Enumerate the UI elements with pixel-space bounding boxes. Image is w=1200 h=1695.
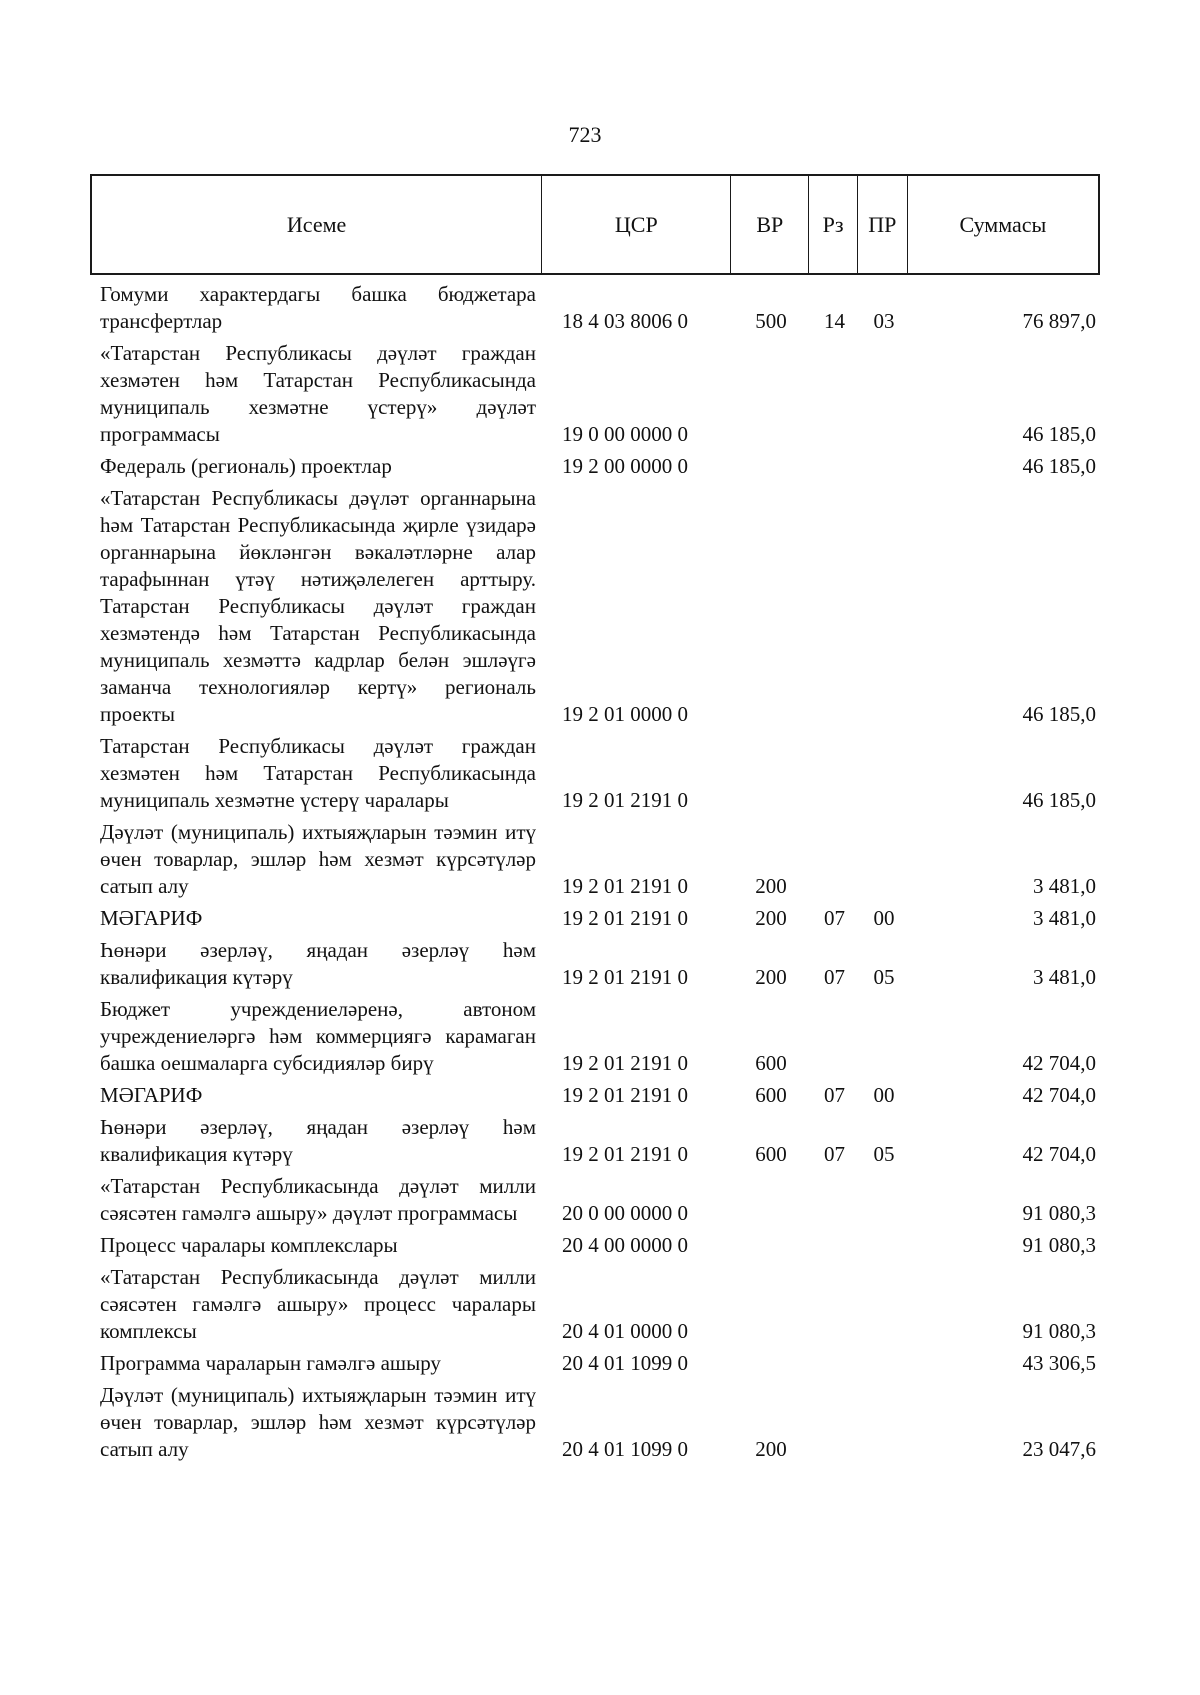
header-vr: ВР [731,176,809,273]
row-csr: 20 0 00 0000 0 [562,1201,688,1225]
table-body [90,275,1100,1463]
row-name: «Татарстан Республикасы дәүләт граждан хезмәтен һәм Татарстан Республикасында муниципаль хезмәтне үстерү» дәүләт программасы [100,341,536,446]
row-csr: 20 4 01 0000 0 [562,1319,688,1343]
row-sum: 23 047,6 [1022,1437,1096,1461]
table-row [90,1264,1100,1345]
row-csr: 20 4 01 1099 0 [562,1437,688,1461]
table-row [90,281,1100,335]
row-rz: 14 [824,309,845,333]
row-name: Татарстан Республикасы дәүләт граждан хезмәтен һәм Татарстан Республикасында муниципаль хезмәтне үстерү чаралары [100,734,536,812]
table-row [90,1350,1100,1377]
header-csr: ЦСР [542,176,731,273]
table-row [90,937,1100,991]
table-row [90,1382,1100,1463]
row-vr: 200 [755,906,787,930]
header-rz: Рз [809,176,858,273]
page-number: 723 [568,122,602,147]
row-csr: 20 4 01 1099 0 [562,1351,688,1375]
row-sum: 46 185,0 [1022,702,1096,726]
row-csr: 19 0 00 0000 0 [562,422,688,446]
table-row [90,1082,1100,1109]
budget-table [90,174,1100,1468]
row-name: Процесс чаралары комплекслары [100,1233,398,1257]
row-sum: 3 481,0 [1033,965,1096,989]
table-header [90,174,1100,275]
row-rz: 07 [824,965,845,989]
row-vr: 500 [755,309,787,333]
row-name: МӘГАРИФ [100,906,203,930]
row-name: Бюджет учреждениеләренә, автоном учреждениеләргә һәм коммерциягә карамаган башка оешмаларга субсидияләр бирү [100,997,536,1075]
row-sum: 91 080,3 [1022,1201,1096,1225]
row-rz: 07 [824,906,845,930]
row-sum: 3 481,0 [1033,906,1096,930]
table-row [90,1232,1100,1259]
row-rz: 07 [824,1142,845,1166]
row-csr: 19 2 00 0000 0 [562,454,688,478]
row-sum: 91 080,3 [1022,1233,1096,1257]
header-sum: Суммасы [959,211,1047,237]
row-name: «Татарстан Республикасында дәүләт милли сәясәтен гамәлгә ашыру» процесс чаралары комплексы [100,1265,536,1343]
table-row [90,453,1100,480]
row-csr: 19 2 01 2191 0 [562,1142,688,1166]
row-pr: 03 [873,309,895,333]
row-csr: 19 2 01 2191 0 [562,906,688,930]
table-row [90,733,1100,814]
row-sum: 3 481,0 [1033,874,1096,898]
row-name: Һөнәри әзерләү, яңадан әзерләү һәм квалификация күтәрү [100,938,536,989]
table-row [90,485,1100,728]
row-sum: 76 897,0 [1022,309,1096,333]
row-csr: 19 2 01 2191 0 [562,874,688,898]
row-name: Һөнәри әзерләү, яңадан әзерләү һәм квалификация күтәрү [100,1115,536,1166]
row-sum: 91 080,3 [1022,1319,1096,1343]
row-vr: 600 [755,1142,787,1166]
row-vr: 600 [755,1051,787,1075]
row-pr: 05 [873,965,895,989]
row-name: Дәүләт (муниципаль) ихтыяҗларын тәэмин итү өчен товарлар, эшләр һәм хезмәт күрсәтүләр сатып алу [100,820,536,898]
row-sum: 46 185,0 [1022,422,1096,446]
row-name: «Татарстан Республикасы дәүләт органнарына һәм Татарстан Республикасында җирле үзидарә органнарына йөкләнгән вәкаләтләрне алар тарафыннан үтәү нәтиҗәлелеген арттыру. Татарстан Республикасы дәүләт граждан хезмәтендә һәм Татарстан Республикасында муниципаль хезмәттә кадрлар белән эшләүгә заманча технологияләр кертү» региональ проекты [100,486,536,726]
row-csr: 19 2 01 2191 0 [562,965,688,989]
row-sum: 42 704,0 [1022,1051,1096,1075]
row-csr: 18 4 03 8006 0 [562,309,688,333]
row-vr: 200 [755,1437,787,1461]
row-name: Программа чараларын гамәлгә ашыру [100,1351,441,1375]
row-sum: 46 185,0 [1022,454,1096,478]
row-name: МӘГАРИФ [100,1083,203,1107]
row-name: Дәүләт (муниципаль) ихтыяҗларын тәэмин итү өчен товарлар, эшләр һәм хезмәт күрсәтүләр сатып алу [100,1383,536,1461]
row-csr: 19 2 01 2191 0 [562,1051,688,1075]
row-csr: 19 2 01 2191 0 [562,1083,688,1107]
table-row [90,1173,1100,1227]
row-sum: 42 704,0 [1022,1083,1096,1107]
row-pr: 00 [873,1083,895,1107]
row-sum: 43 306,5 [1022,1351,1096,1375]
row-pr: 05 [873,1142,895,1166]
table-row [90,996,1100,1077]
row-vr: 200 [755,965,787,989]
row-csr: 19 2 01 0000 0 [562,702,688,726]
row-vr: 200 [755,874,787,898]
table-row [90,905,1100,932]
header-pr: ПР [858,176,908,273]
row-sum: 42 704,0 [1022,1142,1096,1166]
row-pr: 00 [873,906,895,930]
table-row [90,1114,1100,1168]
row-name: Гомуми характердагы башка бюджетара трансфертлар [100,282,536,333]
row-sum: 46 185,0 [1022,788,1096,812]
row-rz: 07 [824,1083,845,1107]
row-csr: 19 2 01 2191 0 [562,788,688,812]
row-vr: 600 [755,1083,787,1107]
table-row [90,340,1100,448]
table-row [90,819,1100,900]
row-name: «Татарстан Республикасында дәүләт милли сәясәтен гамәлгә ашыру» дәүләт программасы [100,1174,536,1225]
header-name: Исеме [92,176,542,273]
row-name: Федераль (региональ) проектлар [100,454,392,478]
row-csr: 20 4 00 0000 0 [562,1233,688,1257]
